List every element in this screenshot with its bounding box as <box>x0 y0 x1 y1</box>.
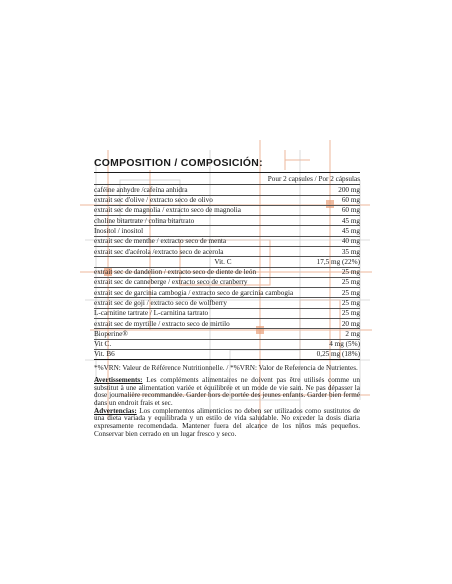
ingredient-name: extrait sec de myrtille / extracto seco de mirtilo <box>94 318 312 328</box>
ingredient-amount: 25 mg <box>312 308 360 318</box>
ingredient-name: extrait sec de magnolia / extracto seco de magnolia <box>94 205 312 215</box>
ingredient-amount: 0,25 mg (18%) <box>312 349 360 359</box>
table-row <box>94 298 360 308</box>
table-row <box>94 329 360 339</box>
ingredient-amount: 20 mg <box>312 318 360 328</box>
ingredient-name: Vit. C <box>94 257 312 267</box>
table-row <box>94 308 360 318</box>
serving-header: Pour 2 capsules / Por 2 cápsulas <box>94 173 360 185</box>
warning-es-text: Los complementos alimenticios no deben ser utilizados como sustitutos de una dieta variada y equilibrada y un estilo de vida saludable. No exceder la dosis diaria expresamente recomendada. Mantener fuera del alcance de los niños más pequeños. Conservar bien cerrado en un lugar fresco y seco. <box>94 406 360 438</box>
table-row <box>94 205 360 215</box>
ingredient-amount: 45 mg <box>312 226 360 236</box>
ingredient-amount: 40 mg <box>312 236 360 246</box>
ingredient-name: extrait sec d'olive / extracto seco de olivo <box>94 195 312 205</box>
warning-fr-text: Les compléments alimentaires ne doivent pas être utilisés comme un substitut à une alimentation variée et équilibrée et un mode de vie sain. Ne pas dépasser la dose journalière recommandée. Garder hors de portée des jeunes enfants. Garder bien fermé dans un endroit frais et sec. <box>94 375 360 407</box>
vrn-note: *%VRN: Valeur de Référence Nutritionnelle. / *%VRN: Valor de Referencia de Nutrientes. <box>94 364 358 373</box>
ingredient-amount: 17,5 mg (22%) <box>312 257 360 267</box>
table-row <box>94 339 360 349</box>
table-row <box>94 226 360 236</box>
ingredient-amount: 4 mg (5%) <box>312 339 360 349</box>
ingredient-name: extrait sec de garcinia cambogia / extracto seco de garcinia cambogia <box>94 288 312 298</box>
table-row <box>94 318 360 328</box>
ingredient-amount: 25 mg <box>312 298 360 308</box>
table-row <box>94 349 360 359</box>
ingredient-amount: 25 mg <box>312 277 360 287</box>
table-row <box>94 277 360 287</box>
ingredient-name: extrait sec de menthe / extracto seco de menta <box>94 236 312 246</box>
ingredient-name: extrait sec de canneberge / extracto seco de cranberry <box>94 277 312 287</box>
warning-es-label: Advertencias: <box>94 406 137 415</box>
table-row <box>94 185 360 195</box>
ingredient-name: extrait sec d'acérola /extracto seco de acerola <box>94 246 312 256</box>
table-row <box>94 216 360 226</box>
ingredient-amount: 200 mg <box>312 185 360 195</box>
ingredient-amount: 25 mg <box>312 288 360 298</box>
ingredient-name: Vit C. <box>94 339 312 349</box>
table-row <box>94 236 360 246</box>
warning-fr-label: Avertissements: <box>94 375 143 384</box>
ingredient-amount: 60 mg <box>312 195 360 205</box>
table-row <box>94 288 360 298</box>
ingredient-name: Inositol / inositol <box>94 226 312 236</box>
ingredient-amount: 2 mg <box>312 329 360 339</box>
ingredient-name: Bioperine® <box>94 329 312 339</box>
ingredient-amount: 25 mg <box>312 267 360 277</box>
table-row <box>94 246 360 256</box>
ingredient-name: choline bitartrate / colina bitartrato <box>94 216 312 226</box>
warning-es <box>94 408 360 439</box>
ingredient-name: Vit. B6 <box>94 349 312 359</box>
ingredient-amount: 35 mg <box>312 246 360 256</box>
ingredient-amount: 45 mg <box>312 216 360 226</box>
warning-fr <box>94 377 360 408</box>
composition-label <box>94 158 360 439</box>
ingredient-name: extrait sec de dandelion / extracto seco de diente de león <box>94 267 312 277</box>
ingredient-name: L-carnitine tartrate / L-carnitina tartrato <box>94 308 312 318</box>
composition-title: COMPOSITION / COMPOSICIÓN: <box>94 158 360 173</box>
ingredient-amount: 60 mg <box>312 205 360 215</box>
table-row <box>94 267 360 277</box>
composition-table <box>94 185 360 360</box>
ingredient-name: extrait sec de goji / extracto seco de wolfberry <box>94 298 312 308</box>
ingredient-name: caféine anhydre /cafeína anhidra <box>94 185 312 195</box>
table-row <box>94 257 360 267</box>
table-row <box>94 195 360 205</box>
